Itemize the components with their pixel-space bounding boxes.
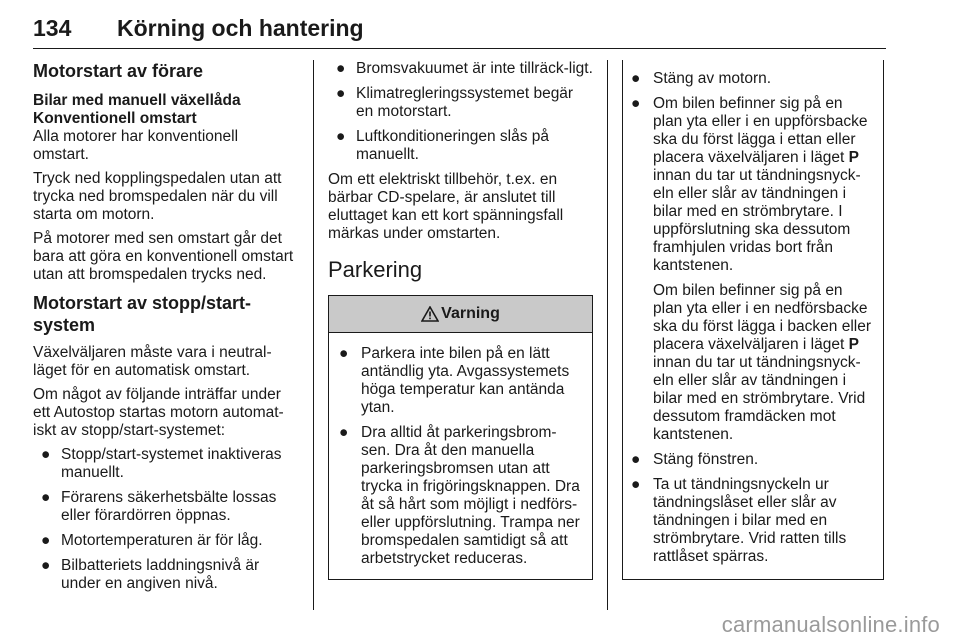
column-divider [313, 60, 314, 610]
bullet-list [623, 70, 875, 275]
bullet-icon: ● [41, 446, 51, 463]
paragraph: Tryck ned kopplingspedalen utan att trycka ned bromspedalen när du vill starta om motorn. [33, 170, 282, 223]
paragraph: På motorer med sen omstart går det bara att göra en konventionell omstart utan att bromspedalen trycks ned. [33, 230, 294, 283]
bullet-icon: ● [336, 60, 346, 77]
gear-p-label: P [848, 149, 859, 166]
section-heading: Motorstart av förare [33, 61, 204, 81]
list-item: ● Klimatregleringssystemet begär en motorstart. [336, 85, 574, 120]
bullet-icon: ● [336, 128, 346, 145]
column-1 [33, 60, 298, 600]
bullet-icon: ● [41, 532, 51, 549]
column-divider [607, 60, 608, 610]
section-heading-parking: Parkering [328, 257, 423, 282]
list-item: ● Dra alltid åt parkeringsbrom-sen. Dra åt den manuella parkeringsbromsen utan att trycka in frigöringsknappen. Dra åt så hårt som möjligt i nedförs- eller uppförslutning. Trampa ner bromspedalen samtidigt så att arbetstrycket reduceras. [339, 424, 580, 567]
bullet-icon: ● [41, 489, 51, 506]
warning-header [329, 296, 592, 333]
warning-title: Varning [441, 305, 500, 322]
column-2 [328, 60, 593, 580]
bullet-icon: ● [41, 557, 51, 574]
bullet-list [329, 345, 582, 568]
gear-p-label: P [848, 336, 859, 353]
warning-body [329, 333, 592, 579]
bullet-icon: ● [339, 424, 349, 441]
paragraph: Växelväljaren måste vara i neutral-läget för en automatisk omstart. [33, 344, 272, 379]
bullet-icon: ● [631, 95, 641, 112]
bullet-icon: ● [336, 85, 346, 102]
column-3 [622, 60, 884, 580]
paragraph: Alla motorer har konventionell omstart. [33, 128, 239, 163]
list-item: ● Ta ut tändningsnyckeln ur tändningslåset eller slår av tändningen i bilar med en strömbrytare. Vrid ratten tills rattlåset spärras. [631, 476, 847, 565]
paragraph: Om ett elektriskt tillbehör, t.ex. en bärbar CD-spelare, är anslutet till eluttaget kan ett kort spänningsfall märkas under omstarten. [328, 171, 564, 242]
warning-triangle-icon [421, 306, 439, 322]
list-item: ● Bromsvakuumet är inte tillräck-ligt. [336, 60, 593, 77]
subsection-heading: Konventionell omstart [33, 110, 197, 127]
bullet-icon: ● [631, 70, 641, 87]
section-heading: Motorstart av stopp/start-system [33, 293, 252, 335]
paragraph: Om något av följande inträffar under ett Autostop startas motorn automat-iskt av stopp/start-systemet: [33, 386, 284, 439]
paragraph: Om bilen befinner sig på en plan yta eller i en nedförsbacke ska du först lägga i backen eller placera växelväljaren i läget P innan du tar ut tändningsnyck-eln eller slår av tändningen i bilar med en strömbrytare. Vrid dessutom framdäcken mot kantstenen. [653, 282, 871, 443]
bullet-icon: ● [339, 345, 349, 362]
list-item: ● Luftkonditioneringen slås på manuellt. [336, 128, 550, 163]
bullet-list [33, 446, 298, 593]
list-item: ● Förarens säkerhetsbälte lossas eller förardörren öppnas. [41, 489, 277, 524]
list-item: ● Stopp/start-systemet inaktiveras manuellt. [41, 446, 282, 481]
list-item: ● Motortemperaturen är för låg. [41, 532, 263, 549]
page-number: 134 [33, 15, 72, 41]
subsection-heading: Bilar med manuell växellåda [33, 92, 241, 109]
parking-steps-box [622, 60, 884, 580]
bullet-icon: ● [631, 451, 641, 468]
list-item: ● Bilbatteriets laddningsnivå är under en angiven nivå. [41, 557, 260, 592]
watermark: carmanualsonline.info [721, 612, 940, 637]
page-header [33, 8, 886, 49]
list-item: ● Parkera inte bilen på en lätt antändlig yta. Avgassystemets höga temperatur kan antända ytan. [339, 345, 570, 416]
bullet-list [328, 60, 593, 164]
bullet-list [623, 451, 875, 566]
bullet-icon: ● [631, 476, 641, 493]
list-item: ● Stäng av motorn. [631, 70, 772, 87]
list-item: ● Stäng fönstren. [631, 451, 759, 468]
warning-box [328, 295, 593, 580]
chapter-title: Körning och hantering [117, 15, 364, 41]
list-item: ● Om bilen befinner sig på en plan yta eller i en uppförsbacke ska du först lägga i ettan eller placera växelväljaren i läget P innan du tar ut tändningsnyck-eln eller slår av tändningen i bilar med en strömbrytare. I uppförslutning ska dessutom framhjulen vridas bort från kantstenen. [631, 95, 868, 274]
